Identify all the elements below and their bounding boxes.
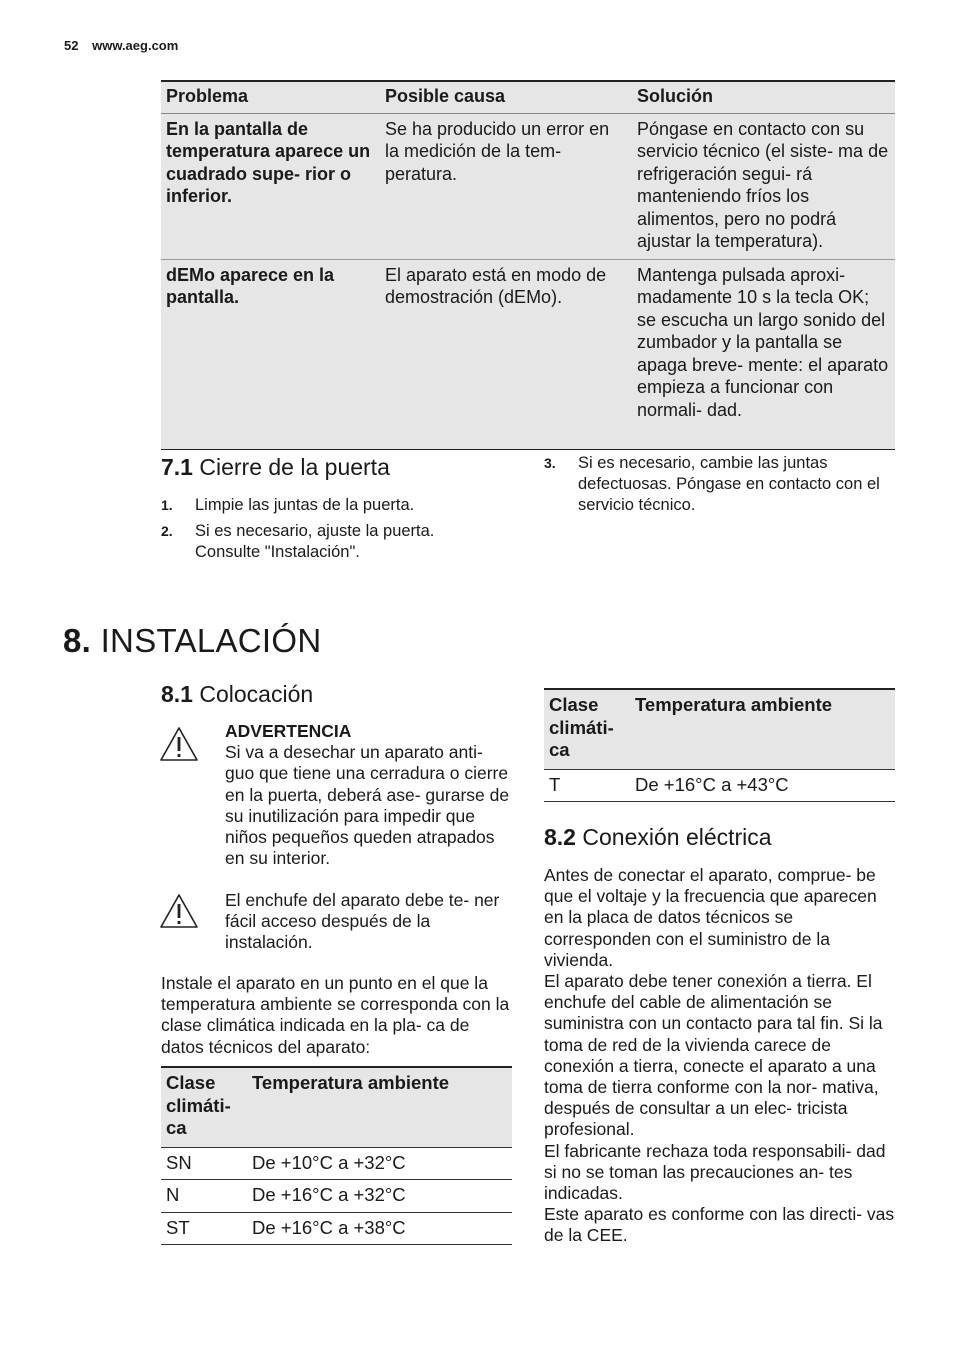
column-header: Clase climáti- ca <box>161 1067 247 1147</box>
table-cell: De +16°C a +38°C <box>247 1212 512 1245</box>
solution-cell: Mantenga pulsada aproxi- madamente 10 s la tecla OK; se escucha un largo sonido del zumbador y la pantalla se apaga breve- mente: el aparato empieza a funcionar con normali- dad. <box>637 264 889 420</box>
table-cell: De +16°C a +43°C <box>630 769 895 802</box>
column-header: Temperatura ambiente <box>247 1067 512 1147</box>
table-header-row <box>544 689 895 769</box>
section-heading-7-1: 7.1 Cierre de la puerta <box>161 454 390 480</box>
paragraph: Este aparato es conforme con las directi- vas de la CEE. <box>544 1204 895 1246</box>
section-heading-8-2: 8.2 Conexión eléctrica <box>544 824 772 850</box>
column-header: Clase climáti- ca <box>544 689 630 769</box>
warning-block <box>225 721 515 869</box>
problem-cell: dEMo aparece en la pantalla. <box>166 264 335 307</box>
climate-class-table <box>161 1066 512 1245</box>
paragraph: El aparato debe tener conexión a tierra. El enchufe del cable de alimentación se suministra con un contacto para tal fin. Si la toma de red de la vivienda carece de conexión a tierra, conecte el aparato a una toma de tierra conforme con la nor- mativa, después de consultar a un elec- tricista profesional. <box>544 971 883 1140</box>
warning-title: ADVERTENCIA <box>225 721 352 741</box>
list-item: 1. Limpie las juntas de la puerta. <box>161 496 415 514</box>
electrical-connection-text <box>544 865 899 1247</box>
warning-icon <box>159 726 199 762</box>
troubleshooting-table <box>161 80 895 450</box>
paragraph: Antes de conectar el aparato, comprue- be que el voltaje y la frecuencia que aparecen en la placa de datos técnicos se corresponden con el suministro de la vivienda. <box>544 865 877 970</box>
table-cell: De +16°C a +32°C <box>247 1180 512 1213</box>
table-header-row <box>161 81 895 113</box>
table-cell: SN <box>161 1147 247 1180</box>
table-row <box>161 259 895 449</box>
page-header <box>64 38 188 53</box>
climate-class-table-2 <box>544 688 895 802</box>
placement-paragraph: Instale el aparato en un punto en el que la temperatura ambiente se corresponda con la clase climática indicada en la pla- ca de datos técnicos del aparato: <box>161 973 510 1057</box>
cause-cell: Se ha producido un error en la medición de la tem- peratura. <box>380 113 632 259</box>
table-row <box>161 113 895 259</box>
door-steps-list <box>161 495 491 563</box>
list-item: 3. Si es necesario, cambie las juntas defectuosas. Póngase en contacto con el servicio técnico. <box>544 454 880 514</box>
paragraph: El fabricante rechaza toda responsabili- dad si no se toman las precauciones an- tes indicadas. <box>544 1140 886 1204</box>
column-header: Temperatura ambiente <box>630 689 895 769</box>
table-cell: T <box>544 769 630 802</box>
table-row <box>161 1147 512 1180</box>
chapter-title: 8. INSTALACIÓN <box>63 622 322 659</box>
table-cell: De +10°C a +32°C <box>247 1147 512 1180</box>
column-header: Posible causa <box>380 81 632 113</box>
table-row <box>544 769 895 802</box>
list-item: 2. Si es necesario, ajuste la puerta. Consulte "Instalación". <box>161 522 435 561</box>
solution-cell: Póngase en contacto con su servicio técnico (el siste- ma de refrigeración segui- rá manteniendo fríos los alimentos, pero no podrá ajustar la temperatura). <box>632 113 895 259</box>
section-heading-8-1: 8.1 Colocación <box>161 681 314 707</box>
table-cell: ST <box>161 1212 247 1245</box>
site-url: www.aeg.com <box>92 38 179 53</box>
cause-cell: El aparato está en modo de demostración (dEMo). <box>385 264 607 307</box>
table-row <box>161 1212 512 1245</box>
door-steps-list-continued <box>544 453 884 516</box>
column-header: Problema <box>161 81 380 113</box>
page-number: 52 <box>64 38 79 53</box>
warning-icon <box>159 893 199 929</box>
table-header-row <box>161 1067 512 1147</box>
table-row <box>161 1180 512 1213</box>
column-header: Solución <box>632 81 895 113</box>
warning-text: Si va a desechar un aparato anti- guo que tiene una cerradura o cierre en la puerta, deberá ase- gurarse de su inutilización para impedir que niños pequeños queden atrapados en su interior. <box>225 742 510 869</box>
table-cell: N <box>161 1180 247 1213</box>
note-text: El enchufe del aparato debe te- ner fácil acceso después de la instalación. <box>225 890 500 953</box>
problem-cell: En la pantalla de temperatura aparece un cuadrado supe- rior o inferior. <box>161 113 380 259</box>
